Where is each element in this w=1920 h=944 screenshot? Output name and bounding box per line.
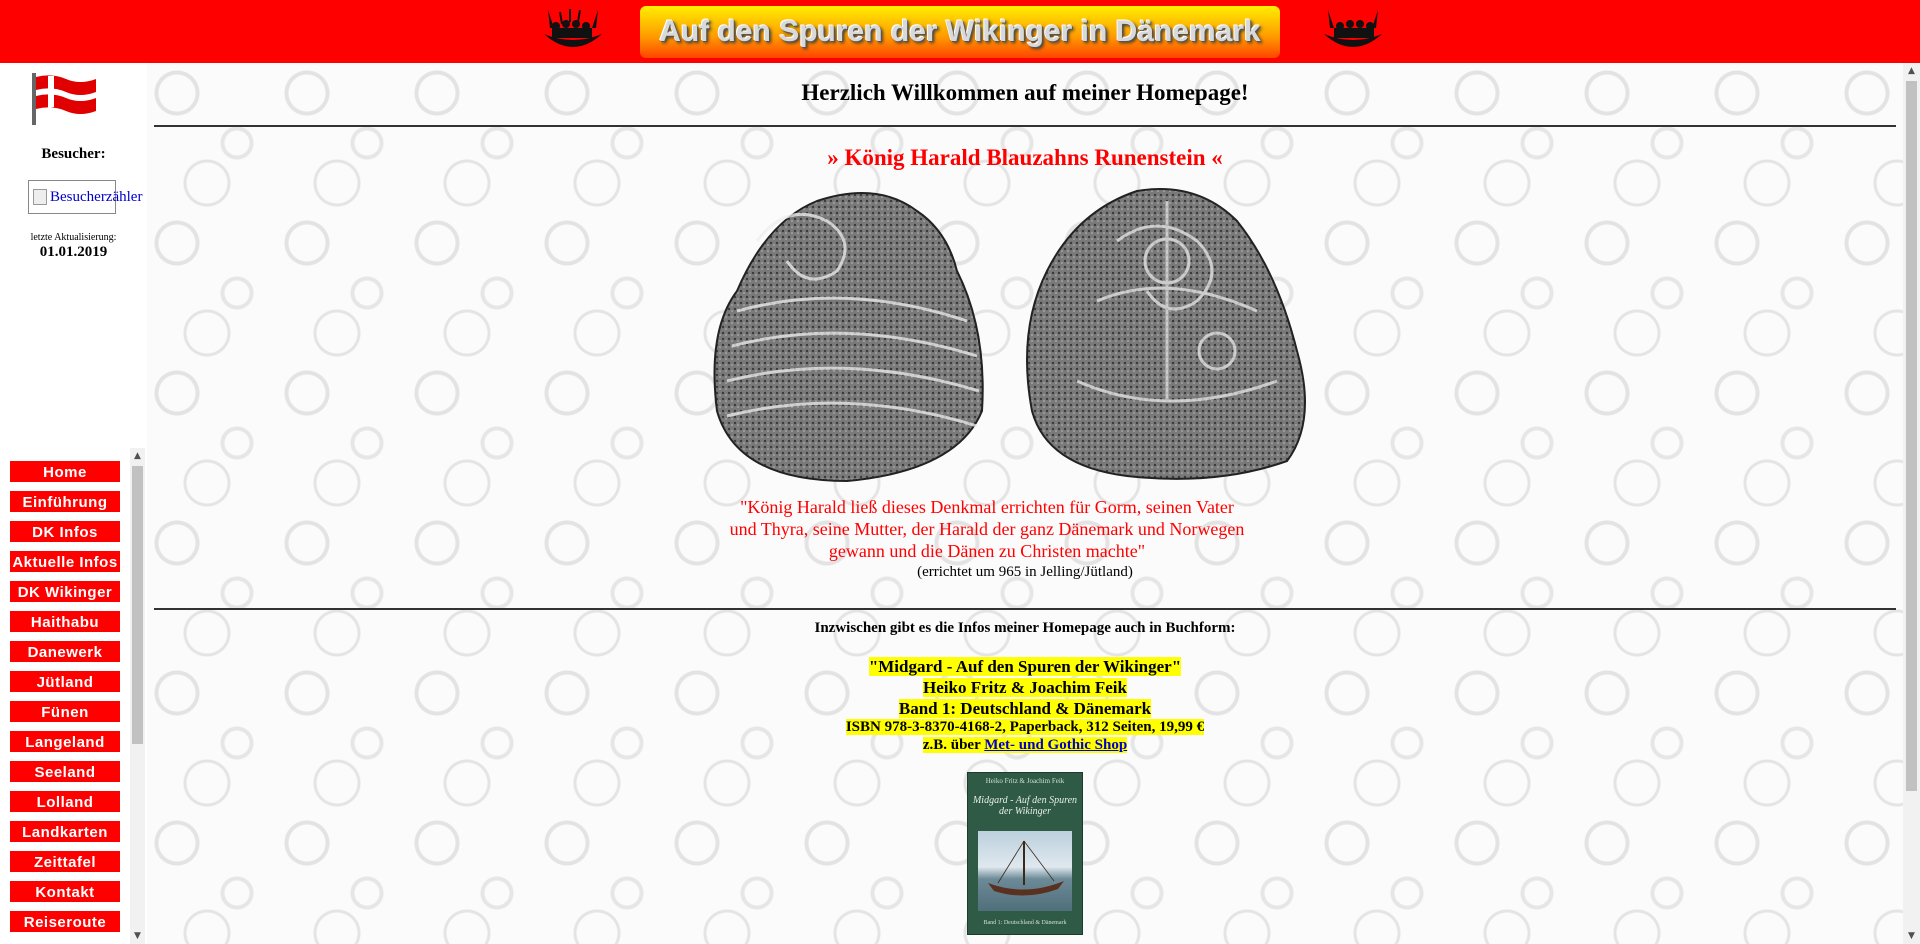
divider xyxy=(154,125,1896,127)
visitors-label: Besucher: xyxy=(41,146,106,162)
nav-item-landkarten[interactable]: Landkarten xyxy=(10,820,120,844)
runestone-image xyxy=(697,181,1337,486)
runestone-date: (errichtet um 965 in Jelling/Jütland) xyxy=(917,564,1133,580)
nav-item-reiseroute[interactable]: Reiseroute xyxy=(10,910,120,934)
nav-scroll-thumb[interactable] xyxy=(132,466,143,744)
broken-image-icon xyxy=(33,189,47,205)
nav-item-aktuelle-infos[interactable]: Aktuelle Infos xyxy=(10,550,120,574)
nav-item-dk-wikinger[interactable]: DK Wikinger xyxy=(10,580,120,604)
main-scrollbar[interactable] xyxy=(1903,63,1920,944)
runestone-title: » König Harald Blauzahns Runenstein « xyxy=(827,145,1223,170)
runestone-quote: "König Harald ließ dieses Denkmal errichten für Gorm, seinen Vater und Thyra, seine Mutter, der Harald der ganz Dänemark und Norwegen gewann und die Dänen zu Christen machte" xyxy=(729,497,1245,561)
banner-title: Auf den Spuren der Wikinger in Dänemark xyxy=(640,6,1280,58)
book-title-text: "Midgard - Auf den Spuren der Wikinger" xyxy=(868,657,1182,676)
scroll-up-icon[interactable]: ▲ xyxy=(1908,66,1915,76)
nav-item-lolland[interactable]: Lolland xyxy=(10,790,120,814)
scroll-up-icon[interactable]: ▲ xyxy=(134,451,141,461)
shop-link[interactable]: Met- und Gothic Shop xyxy=(984,737,1128,753)
book-intro: Inzwischen gibt es die Infos meiner Homepage auch in Buchform: xyxy=(814,620,1236,636)
book-shop xyxy=(147,737,1903,754)
book-volume xyxy=(147,699,1903,719)
divider xyxy=(154,608,1896,610)
counter-text: Besucherzähler xyxy=(50,188,143,205)
cover-subtitle: Band 1: Deutschland & Dänemark xyxy=(983,920,1067,926)
welcome-heading: Herzlich Willkommen auf meiner Homepage! xyxy=(801,80,1249,105)
sidebar-nav xyxy=(0,448,147,944)
nav-item-fuenen[interactable]: Fünen xyxy=(10,700,120,724)
nav-item-juetland[interactable]: Jütland xyxy=(10,670,120,694)
book-cover[interactable] xyxy=(967,772,1083,935)
book-isbn xyxy=(147,719,1903,736)
nav-item-dk-infos[interactable]: DK Infos xyxy=(10,520,120,544)
danish-flag-icon xyxy=(30,71,98,125)
main-scroll-thumb[interactable] xyxy=(1906,81,1917,791)
viking-ship-icon xyxy=(540,4,606,60)
cover-ship-photo xyxy=(978,831,1072,911)
header-banner xyxy=(0,0,1920,63)
cover-authors: Heiko Fritz & Joachim Feik xyxy=(985,777,1065,785)
book-isbn-text: ISBN 978-3-8370-4168-2, Paperback, 312 Seiten, 19,99 € xyxy=(845,719,1205,735)
book-authors xyxy=(147,678,1903,698)
book-shop-prefix: z.B. über xyxy=(922,737,981,753)
nav-item-kontakt[interactable]: Kontakt xyxy=(10,880,120,904)
last-update-label: letzte Aktualisierung: xyxy=(30,232,117,243)
book-volume-text: Band 1: Deutschland & Dänemark xyxy=(898,699,1152,718)
nav-item-haithabu[interactable]: Haithabu xyxy=(10,610,120,634)
nav-item-seeland[interactable]: Seeland xyxy=(10,760,120,784)
sidebar-info xyxy=(0,63,147,448)
nav-list xyxy=(10,460,120,940)
viking-ship-icon xyxy=(1320,4,1386,60)
last-update-date: 01.01.2019 xyxy=(39,244,108,260)
nav-item-einfuehrung[interactable]: Einführung xyxy=(10,490,120,514)
book-title xyxy=(147,657,1903,677)
nav-item-danewerk[interactable]: Danewerk xyxy=(10,640,120,664)
visitor-counter[interactable] xyxy=(28,180,143,214)
main-content xyxy=(147,63,1903,944)
nav-item-home[interactable]: Home xyxy=(10,460,120,484)
book-authors-text: Heiko Fritz & Joachim Feik xyxy=(923,678,1127,697)
nav-item-zeittafel[interactable]: Zeittafel xyxy=(10,850,120,874)
nav-scrollbar[interactable] xyxy=(130,448,145,944)
scroll-down-icon[interactable]: ▼ xyxy=(134,931,141,941)
ship-photo-icon xyxy=(978,831,1072,911)
nav-item-langeland[interactable]: Langeland xyxy=(10,730,120,754)
scroll-down-icon[interactable]: ▼ xyxy=(1908,931,1915,941)
cover-title: Midgard - Auf den Spuren der Wikinger xyxy=(972,795,1078,817)
